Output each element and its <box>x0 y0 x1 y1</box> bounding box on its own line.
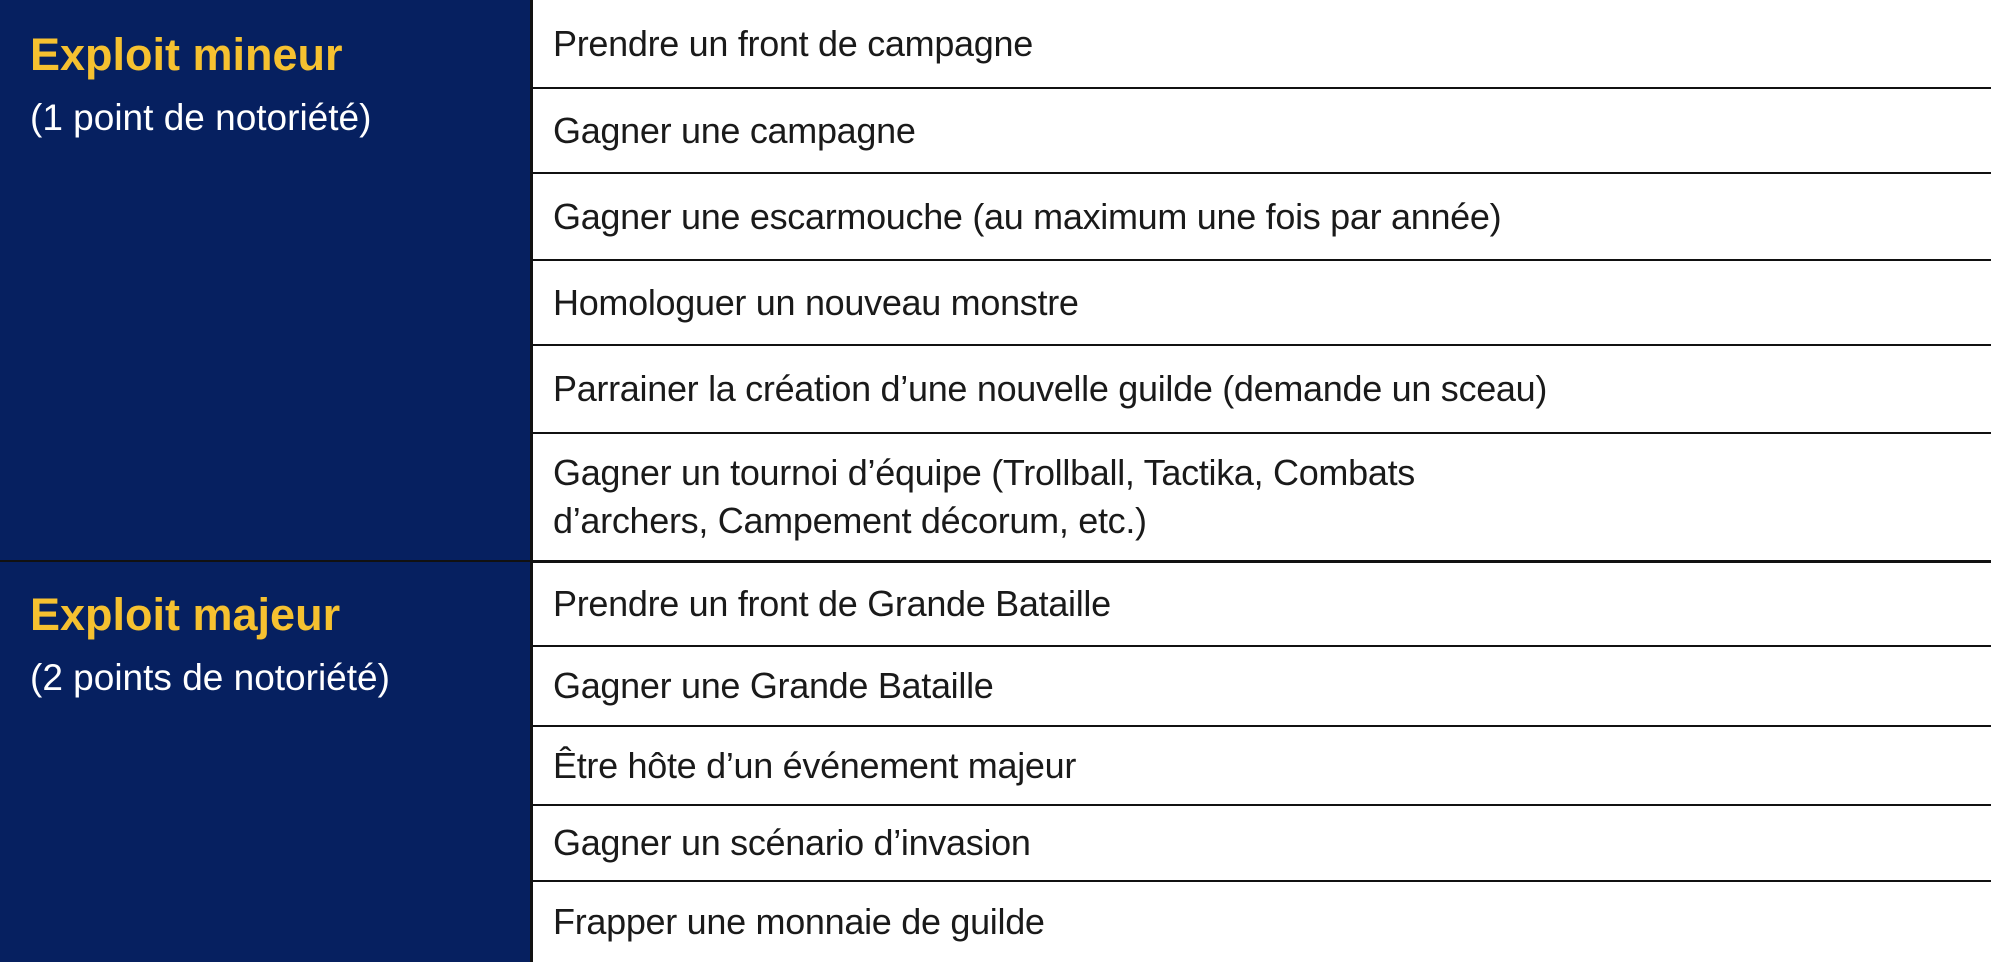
list-item: Frapper une monnaie de guilde <box>553 901 1045 942</box>
list-item: Gagner une escarmouche (au maximum une fois par année) <box>533 174 1991 261</box>
major-exploit-points: (2 points de notoriété) <box>30 657 390 698</box>
minor-exploit-list <box>533 0 1991 560</box>
major-exploit-category <box>0 562 530 962</box>
major-exploit-list <box>533 562 1991 962</box>
list-item: Gagner un scénario d’invasion <box>533 806 1991 882</box>
list-item: Être hôte d’un événement majeur <box>533 727 1991 806</box>
major-exploit-title: Exploit majeur <box>30 589 341 640</box>
list-item: Gagner une Grande Bataille <box>533 647 1991 727</box>
list-item: Parrainer la création d’une nouvelle guilde (demande un sceau) <box>533 346 1991 434</box>
list-item: Prendre un front de campagne <box>533 0 1991 89</box>
list-item: Homologuer un nouveau monstre <box>533 261 1991 346</box>
list-item: Gagner une campagne <box>533 89 1991 174</box>
minor-exploit-category <box>0 0 530 560</box>
list-item: Prendre un front de Grande Bataille <box>533 562 1991 647</box>
major-exploit-section <box>0 562 1991 962</box>
minor-exploit-title: Exploit mineur <box>30 29 343 80</box>
list-item: Gagner un tournoi d’équipe (Trollball, Tactika, Combats d’archers, Campement décorum, etc.) <box>553 452 1415 541</box>
minor-exploit-points: (1 point de notoriété) <box>30 97 372 138</box>
column-divider <box>530 0 533 962</box>
